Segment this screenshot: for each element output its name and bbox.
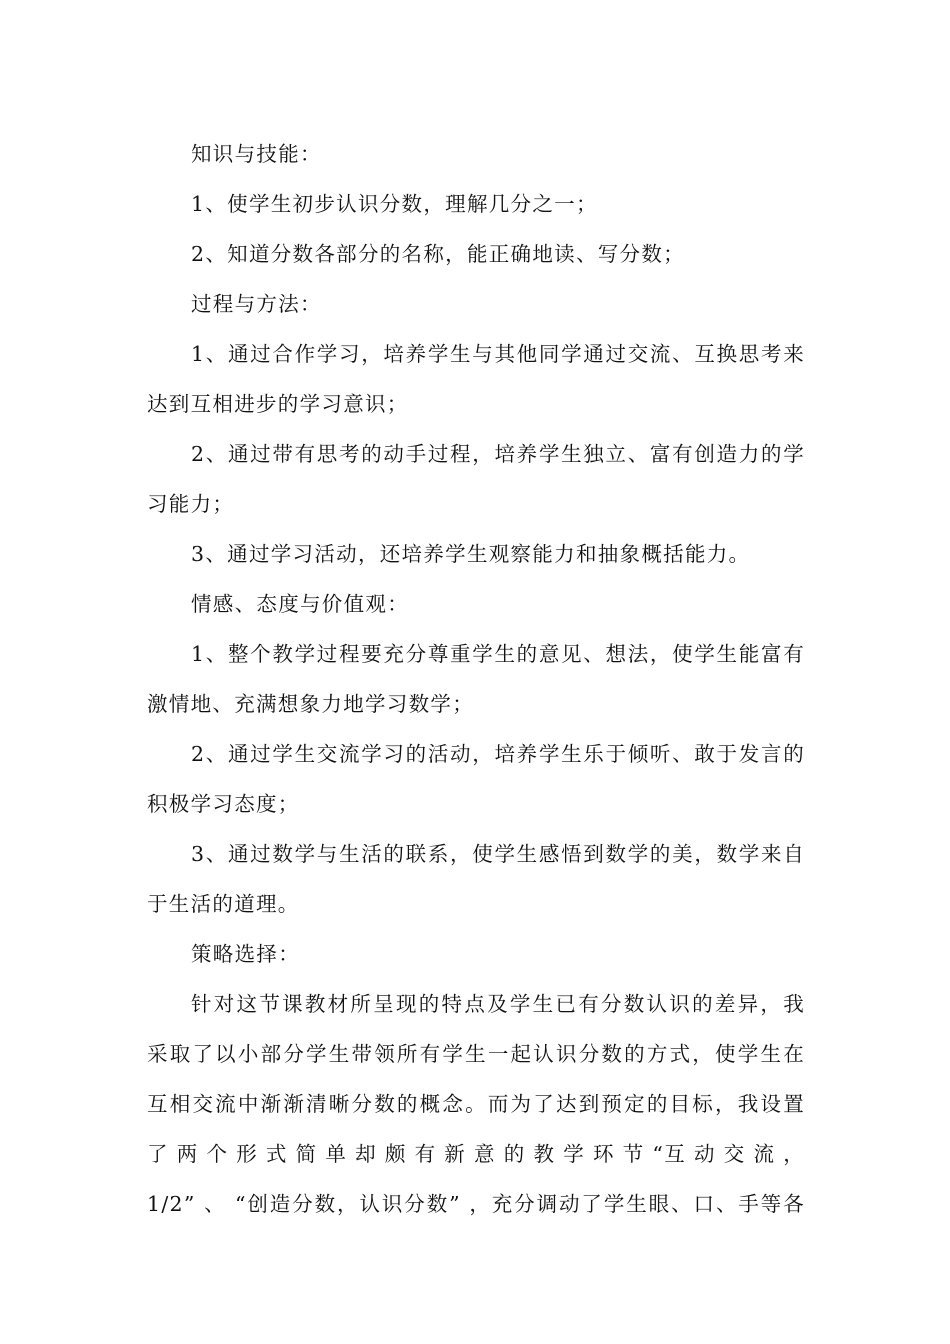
paragraph-line: 1/2” 、 “创造分数，认识分数” ，充分调动了学生眼、口、手等各	[147, 1192, 805, 1216]
paragraph-line: 达到互相进步的学习意识；	[147, 392, 409, 416]
paragraph-line: 互相交流中渐渐清晰分数的概念。而为了达到预定的目标，我设置	[147, 1092, 805, 1116]
document-body	[147, 129, 805, 1229]
paragraph-line: 2、通过带有思考的动手过程，培养学生独立、富有创造力的学	[191, 442, 805, 466]
paragraph-line: 习能力；	[147, 492, 235, 516]
paragraph-line: 了 两 个 形 式 简 单 却 颇 有 新 意 的 教 学 环 节 “互 动 交 流 ，	[147, 1142, 805, 1166]
paragraph-line: 情感、态度与价值观：	[191, 592, 409, 616]
paragraph-line: 过程与方法：	[191, 292, 322, 316]
paragraph-line: 3、通过数学与生活的联系，使学生感悟到数学的美，数学来自	[191, 842, 805, 866]
paragraph-line: 激情地、充满想象力地学习数学；	[147, 692, 474, 716]
paragraph-line: 1、通过合作学习，培养学生与其他同学通过交流、互换思考来	[191, 342, 805, 366]
paragraph-line: 2、通过学生交流学习的活动，培养学生乐于倾听、敢于发言的	[191, 742, 805, 766]
paragraph-line: 于生活的道理。	[147, 892, 300, 916]
paragraph-line: 1、整个教学过程要充分尊重学生的意见、想法，使学生能富有	[191, 642, 805, 666]
paragraph-line: 知识与技能：	[191, 142, 322, 166]
paragraph-line: 采取了以小部分学生带领所有学生一起认识分数的方式，使学生在	[147, 1042, 805, 1066]
paragraph-line: 3、通过学习活动，还培养学生观察能力和抽象概括能力。	[191, 542, 751, 566]
paragraph-line: 2、知道分数各部分的名称，能正确地读、写分数；	[191, 242, 685, 266]
paragraph-line: 1、使学生初步认识分数，理解几分之一；	[191, 192, 598, 216]
paragraph-line: 积极学习态度；	[147, 792, 300, 816]
paragraph-line: 针对这节课教材所呈现的特点及学生已有分数认识的差异，我	[191, 992, 805, 1016]
paragraph-line: 策略选择：	[191, 942, 300, 966]
